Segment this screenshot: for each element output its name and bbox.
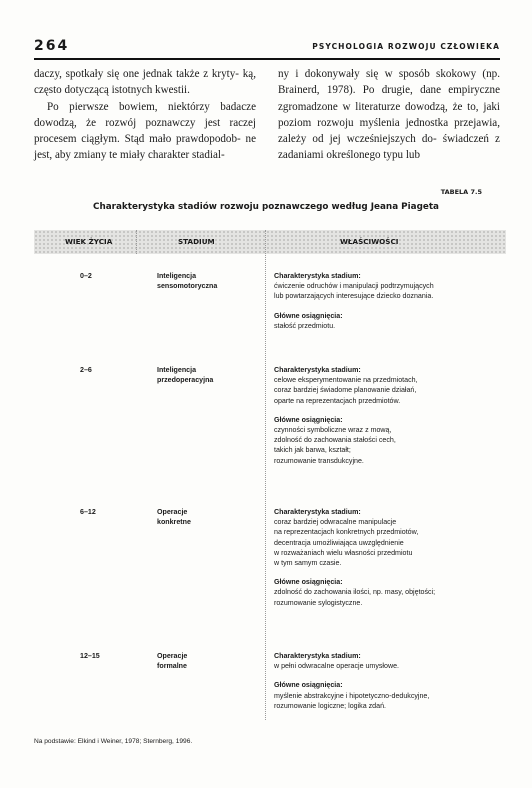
characteristics-block xyxy=(274,271,506,302)
page-number: 264 xyxy=(34,38,70,54)
stage-line: Inteligencja xyxy=(157,272,197,280)
text-line: procesem ciągłym. Stąd mało prawdopodob- xyxy=(34,133,241,146)
right-text-column xyxy=(278,66,500,164)
left-text-column xyxy=(34,66,256,164)
text-line: ne jest, aby zmiany te miały charakter stadial- xyxy=(34,133,256,162)
stage-cell xyxy=(157,271,257,291)
text-line: ką, często dotyczącą istotnych kwestii. xyxy=(34,68,256,97)
age-cell: 12–15 xyxy=(80,652,100,660)
text-line: ćwiczenie odruchów i manipulacji podtrzymujących xyxy=(274,282,434,291)
achievements-block xyxy=(274,415,506,466)
text-line: coraz bardziej świadome planowanie działań, xyxy=(274,386,417,395)
text-line: takich jak barwa, kształt; xyxy=(274,446,351,455)
text-line: coraz bardziej odwracalne manipulacje xyxy=(274,518,397,527)
text-line: rozumowanie sylogistyczne. xyxy=(274,598,363,607)
header-stage: STADIUM xyxy=(178,237,215,246)
stage-cell xyxy=(157,507,257,527)
achievements-block xyxy=(274,680,506,711)
table-source-note: Na podstawie: Elkind i Weiner, 1978; Sternberg, 1996. xyxy=(34,738,193,745)
text-line: Brainerd, 1978). Po drugie, dane empiryczne xyxy=(278,84,500,97)
text-line: dowodzą, że rozwój poznawczy jest raczej xyxy=(34,116,256,129)
table-caption: Charakterystyka stadiów rozwoju poznawczego według Jeana Piageta xyxy=(93,202,439,212)
characteristics-title: Charakterystyka stadium: xyxy=(274,272,361,280)
stage-cell xyxy=(157,365,257,385)
stage-line: formalne xyxy=(157,662,187,671)
text-line: stałość przedmiotu. xyxy=(274,321,336,330)
header-properties: WŁAŚCIWOŚCI xyxy=(340,237,399,246)
text-line: celowe eksperymentowanie na przedmiotach, xyxy=(274,376,418,385)
characteristics-title: Charakterystyka stadium: xyxy=(274,508,361,516)
achievements-title: Główne osiągnięcia: xyxy=(274,311,343,320)
text-line: lub powtarzających interesujące dziecko doznania. xyxy=(274,292,434,301)
characteristics-block xyxy=(274,507,506,568)
text-line: czynności symboliczne wraz z mową, xyxy=(274,426,392,435)
column-divider xyxy=(136,230,137,254)
text-line: zdolność do zachowania stałości cech, xyxy=(274,436,396,445)
properties-cell xyxy=(274,365,506,475)
paragraph-continued xyxy=(34,66,256,99)
text-line: świadczeń z zadaniami określonego typu lub xyxy=(278,133,500,162)
table-header xyxy=(34,230,506,254)
table-label: TABELA 7.5 xyxy=(440,188,482,196)
stage-cell xyxy=(157,651,257,671)
page-header xyxy=(34,38,500,60)
paragraph-continued xyxy=(278,66,500,164)
achievements-title: Główne osiągnięcia: xyxy=(274,415,343,424)
properties-cell xyxy=(274,507,506,617)
text-line: w tym samym czasie. xyxy=(274,559,342,568)
text-line: jaki poziom rozwoju myślenia jednostka xyxy=(278,100,500,129)
stage-line: sensomotoryczna xyxy=(157,282,218,291)
text-line: zgromadzone w literaturze dowodzą, że to, xyxy=(278,100,479,113)
column-divider xyxy=(265,230,266,720)
text-line: na reprezentacjach konkretnych przedmiotów, xyxy=(274,528,419,537)
text-line: w rozważaniach wielu własności przedmiotu xyxy=(274,548,413,557)
stage-line: konkretne xyxy=(157,518,191,527)
characteristics-title: Charakterystyka stadium: xyxy=(274,366,361,374)
characteristics-title: Charakterystyka stadium: xyxy=(274,652,361,660)
properties-cell xyxy=(274,271,506,340)
properties-cell xyxy=(274,651,506,720)
header-age: WIEK ŻYCIA xyxy=(65,237,113,246)
text-line: myślenie abstrakcyjne i hipotetyczno-dedukcyjne, xyxy=(274,691,430,700)
stage-line: Operacje xyxy=(157,508,188,516)
achievements-block xyxy=(274,577,506,608)
text-line: rozumowanie logiczne; logika zdań. xyxy=(274,701,386,710)
text-line: oparte na reprezentacjach przedmiotów. xyxy=(274,396,401,405)
stage-line: Inteligencja xyxy=(157,366,197,374)
text-line: Po pierwsze bowiem, niektórzy badacze xyxy=(47,100,256,113)
running-title: PSYCHOLOGIA ROZWOJU CZŁOWIEKA xyxy=(312,42,500,51)
age-cell: 0–2 xyxy=(80,272,92,280)
stage-line: Operacje xyxy=(157,652,188,660)
achievements-title: Główne osiągnięcia: xyxy=(274,578,343,587)
text-line: decentracja umożliwiająca uwzględnienie xyxy=(274,538,404,547)
text-line: ny i dokonywały się w sposób skokowy (np. xyxy=(278,68,500,80)
characteristics-block xyxy=(274,365,506,406)
stage-line: przedoperacyjna xyxy=(157,376,214,385)
text-line: rozumowanie transdukcyjne. xyxy=(274,456,364,465)
achievements-block xyxy=(274,311,506,331)
text-line: przejawia, zależy od jej wcześniejszych do- xyxy=(278,116,500,146)
text-line: zdolność do zachowania ilości, np. masy, objętości; xyxy=(274,588,436,597)
text-line: daczy, spotkały się one jednak także z kryty- xyxy=(34,68,239,80)
age-cell: 6–12 xyxy=(80,508,96,516)
text-line: w pełni odwracalne operacje umysłowe. xyxy=(274,662,399,671)
characteristics-block xyxy=(274,651,506,671)
achievements-title: Główne osiągnięcia: xyxy=(274,681,343,690)
paragraph xyxy=(34,99,256,164)
age-cell: 2–6 xyxy=(80,366,92,374)
